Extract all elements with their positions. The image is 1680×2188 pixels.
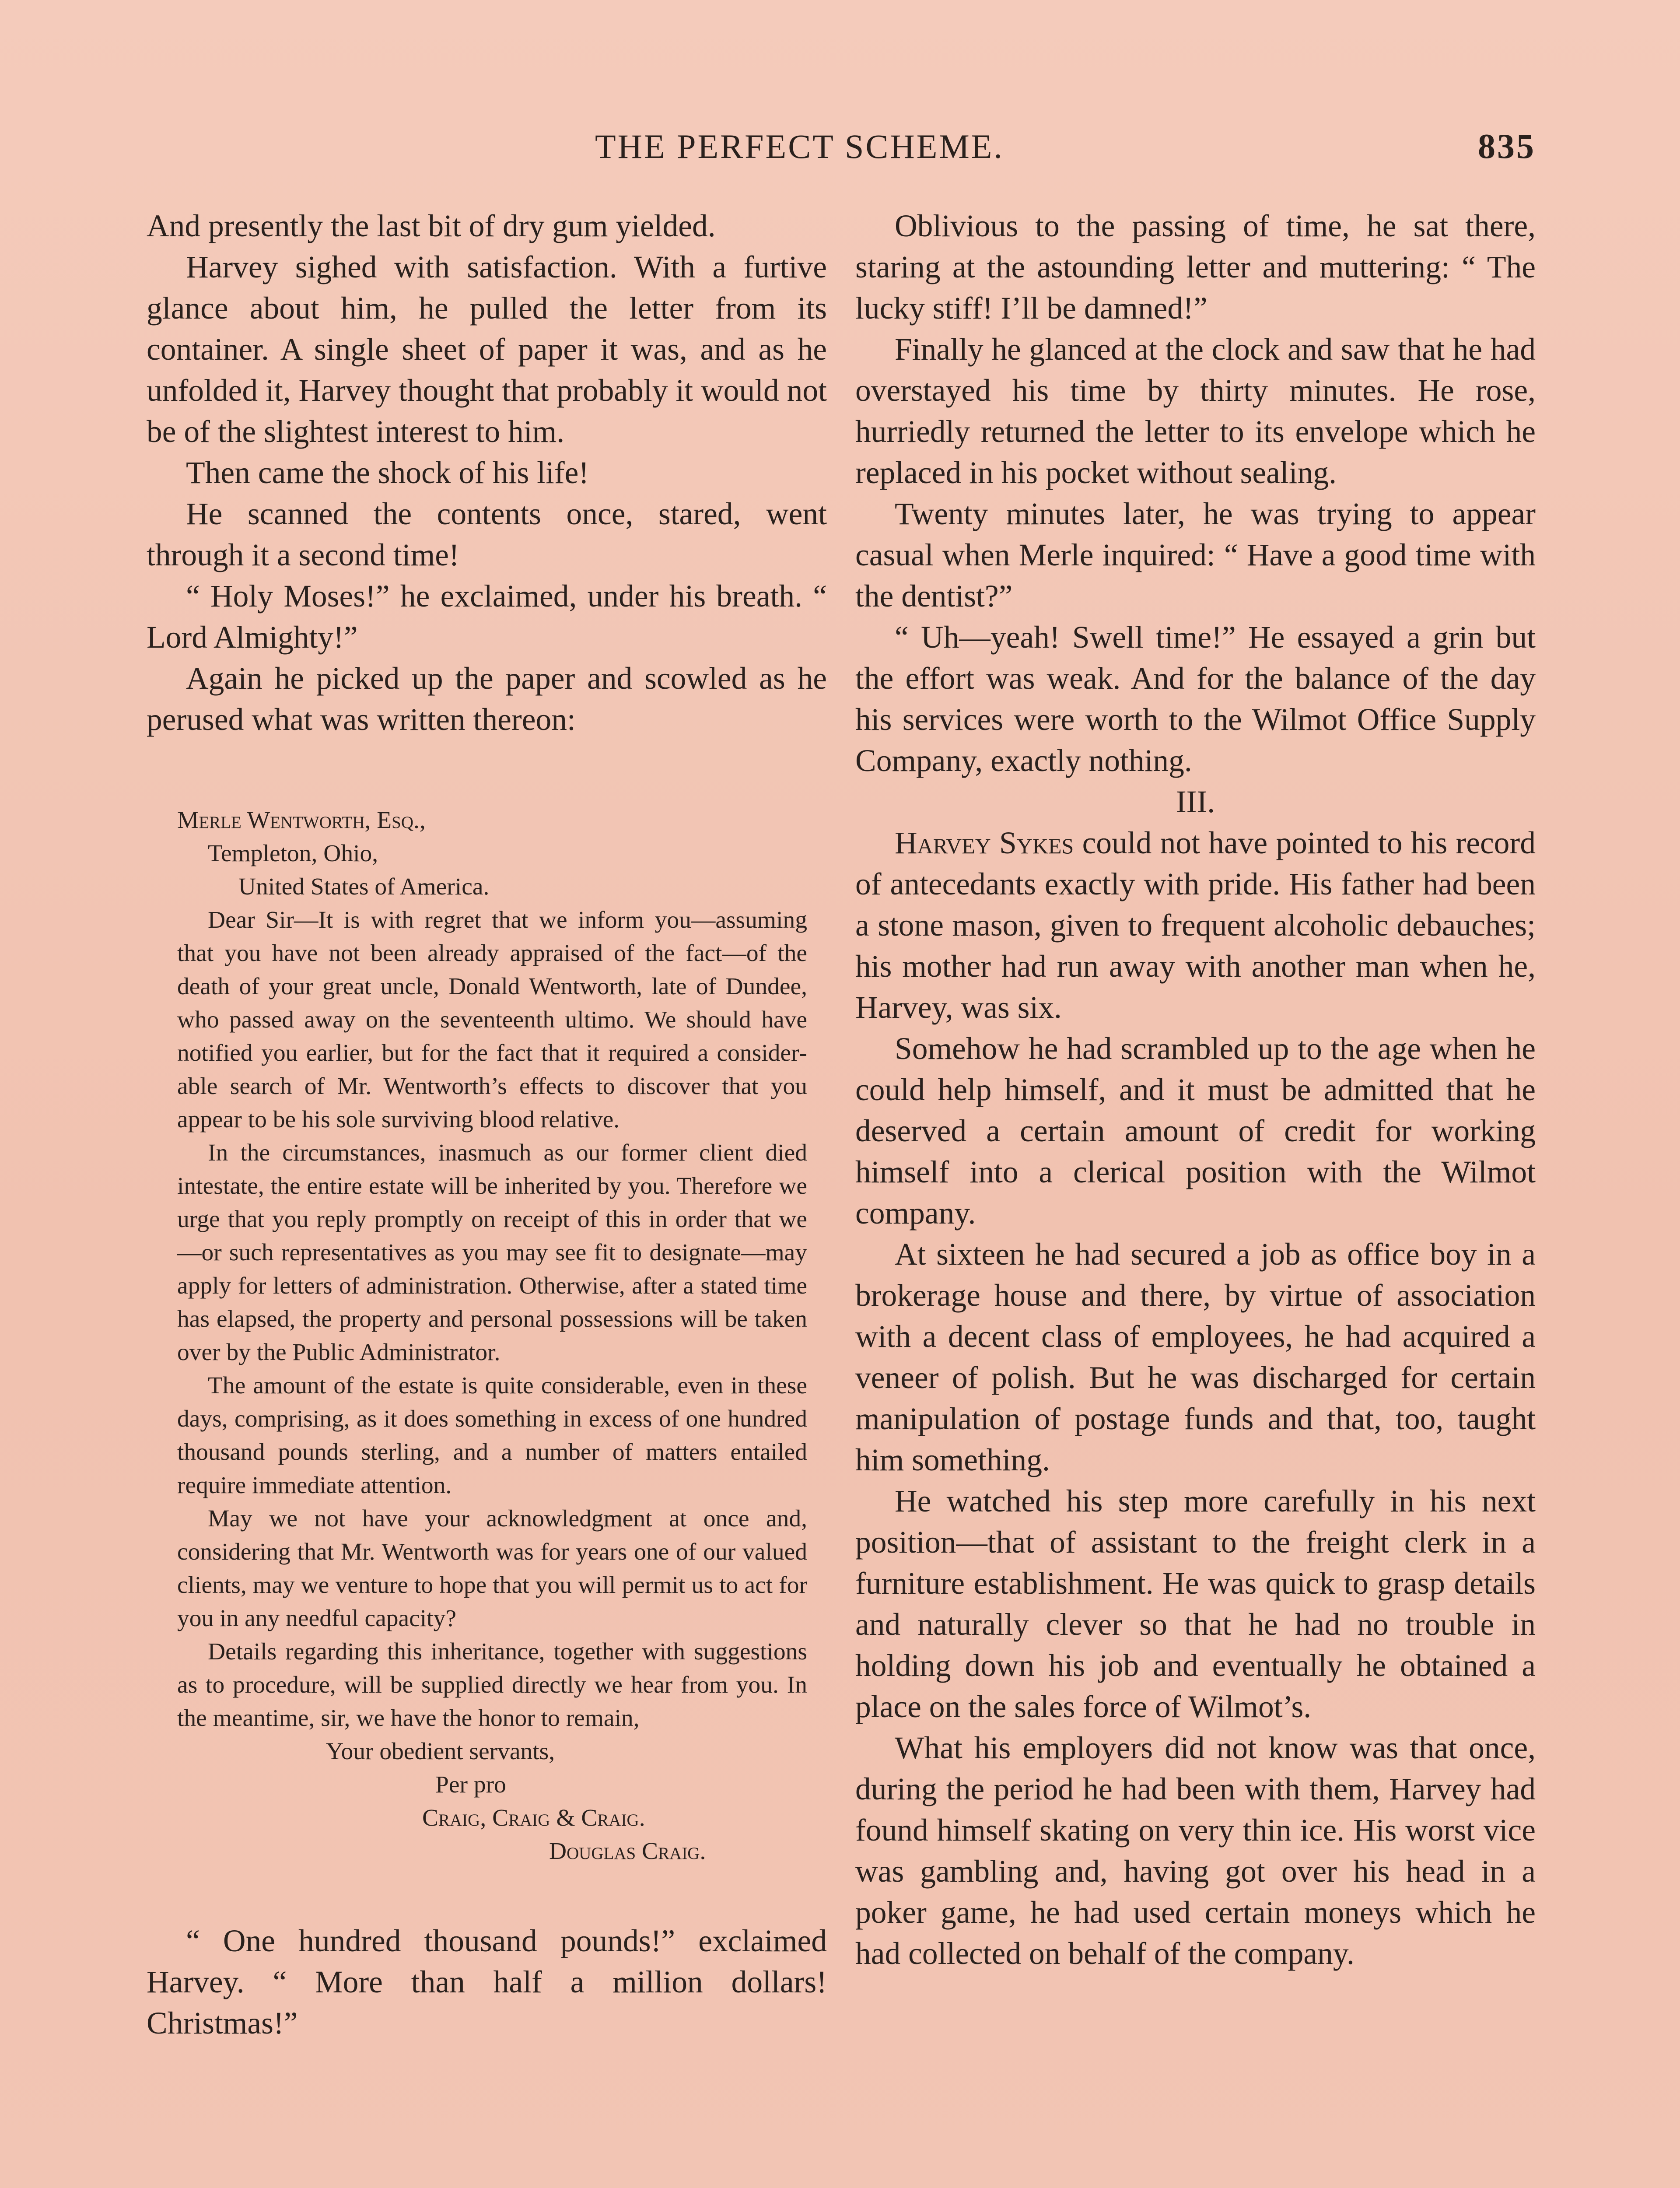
letter-paragraph: Dear Sir—It is with regret that we inform you—assuming that you have not been already appraised of the fact—of the death of your great uncle, Donald Wentworth, late of Dundee, who passed away on the seventeenth ultimo. We should have notified you earlier, but for the fact that it required a considerable search of Mr. Wentworth’s effects to discover that you appear to be his sole surviving blood relative. [177, 907, 807, 1133]
paragraph: He watched his step more carefully in his next position—that of assistant to the freight clerk in a furniture establishment. He was quick to grasp details and naturally clever so that he had no trouble in holding down his job and eventually he obtained a place on the sales force of Wilmot’s. [855, 1484, 1536, 1724]
paragraph: And presently the last bit of dry gum yielded. [147, 209, 716, 243]
letter-per-pro: Per pro [435, 1771, 506, 1798]
section-heading: III. [1176, 785, 1215, 819]
paragraph: At sixteen he had secured a job as office boy in a brokerage house and there, by virtue of association with a decent class of employees, he had acquired a veneer of polish. But he was discharged for certain manipulation of postage funds and that, too, taught him something. [855, 1237, 1536, 1477]
letter-paragraph: May we not have your acknowledgment at once and, considering that Mr. Wentworth was for years one of our valued clients, may we venture to hope that you will permit us to act for you in any needful capacity? [177, 1505, 807, 1632]
paragraph-text: could not have pointed to his record of antecedants exactly with pride. His father had been a stone mason, given to frequent alcoholic debauches; his mother had run away with another man when he, Harvey, was six. [855, 826, 1536, 1025]
paragraph: What his employers did not know was that once, during the period he had been with them, Harvey had found himself skating on very thin ice. His worst vice was gambling and, having got over his head in a poker game, he had used certain moneys which he had collected on behalf of the company. [855, 1731, 1536, 1971]
letter-city: Templeton, Ohio, [208, 840, 378, 867]
running-title: THE PERFECT SCHEME. [595, 127, 1004, 165]
paragraph: He scanned the contents once, stared, went through it a second time! [147, 497, 827, 572]
letter-paragraph: In the circumstances, inasmuch as our former client died intestate, the entire estate will be inherited by you. Therefore we urge that you reply promptly on receipt of this in order that we—or such representatives as you may see fit to designate—may apply for letters of administration. Otherwise, after a stated time has elapsed, the property and personal possessions will be taken over by the Public Administrator. [177, 1140, 807, 1366]
paragraph: “ Uh—yeah! Swell time!” He essayed a grin but the effort was weak. And for the balance of the day his services were worth to the Wilmot Office Supply Company, exactly nothing. [855, 620, 1536, 778]
character-name: Harvey Sykes [895, 826, 1074, 860]
paragraph: Again he picked up the paper and scowled as he perused what was written thereon: [147, 661, 827, 737]
right-column [855, 206, 1536, 1974]
paragraph: “ One hundred thousand pounds!” exclaimed Harvey. “ More than half a million dollars! Christmas!” [147, 1924, 827, 2041]
page-number: 835 [1478, 127, 1536, 166]
letter-country: United States of America. [238, 873, 490, 900]
running-header [595, 127, 1536, 179]
left-column [147, 206, 827, 2044]
paragraph: Oblivious to the passing of time, he sat there, staring at the astounding letter and muttering: “ The lucky stiff! I’ll be damned!” [855, 209, 1536, 326]
letter-signature: Douglas Craig. [549, 1838, 706, 1865]
letter-paragraph: Details regarding this inheritance, together with suggestions as to procedure, will be supplied directly we hear from you. In the meantime, sir, we have the honor to remain, [177, 1638, 807, 1732]
paragraph: Finally he glanced at the clock and saw that he had overstayed his time by thirty minutes. He rose, hurriedly returned the letter to its envelope which he replaced in his pocket without sealing. [855, 332, 1536, 490]
paragraph: Harvey sighed with satisfaction. With a furtive glance about him, he pulled the letter from its container. A single sheet of paper it was, and as he unfolded it, Harvey thought that probably it would not be of the slightest interest to him. [147, 250, 827, 449]
letter-firm: Craig, Craig & Craig. [422, 1805, 645, 1831]
paragraph: Somehow he had scrambled up to the age when he could help himself, and it must be admitted that he deserved a certain amount of credit for working himself into a clerical position with the Wilmot company. [855, 1031, 1536, 1231]
paragraph: Twenty minutes later, he was trying to appear casual when Merle inquired: “ Have a good time with the dentist?” [855, 497, 1536, 614]
quoted-letter [177, 804, 807, 1868]
letter-closing: Your obedient servants, [326, 1738, 555, 1765]
paragraph: “ Holy Moses!” he exclaimed, under his breath. “ Lord Almighty!” [147, 579, 827, 655]
letter-addressee: Merle Wentworth, Esq., [177, 807, 426, 834]
paragraph [855, 823, 1536, 1028]
letter-paragraph: The amount of the estate is quite considerable, even in these days, comprising, as it does something in excess of one hundred thousand pounds sterling, and a number of matters entailed require immediate attention. [177, 1372, 807, 1499]
paragraph: Then came the shock of his life! [186, 456, 589, 490]
